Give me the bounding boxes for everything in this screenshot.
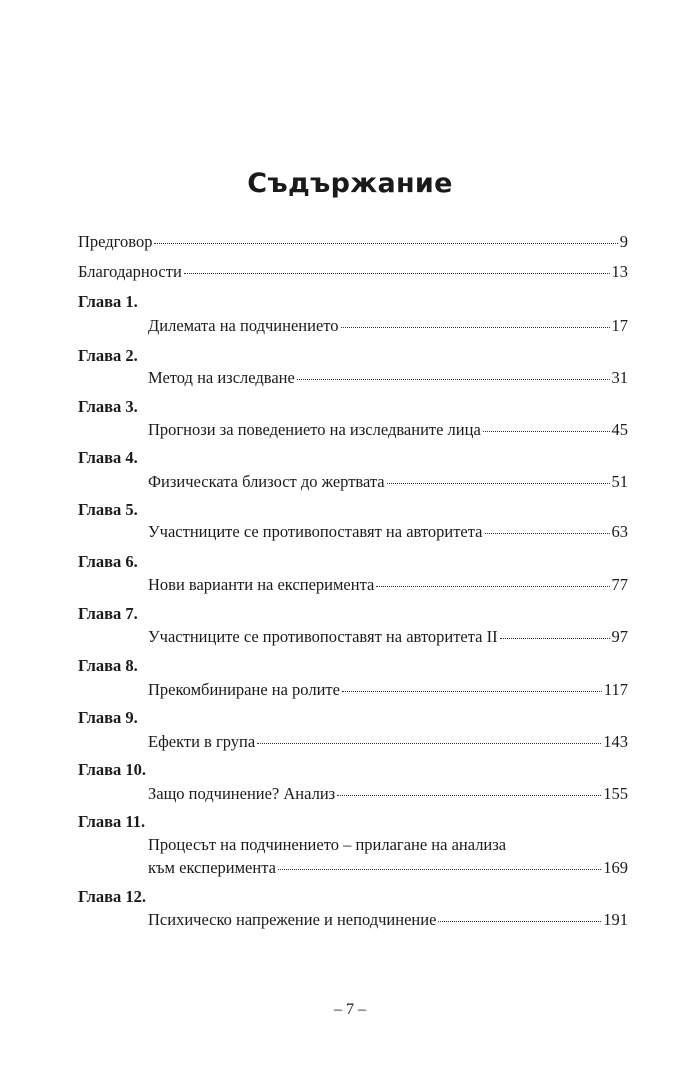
toc-entry-page: 77 xyxy=(611,575,628,594)
chapter-label: Глава 4. xyxy=(78,448,138,467)
toc-entry-acknowledgements[interactable] xyxy=(78,262,628,282)
toc-entry-title: Защо подчинение? Анализ xyxy=(148,784,336,803)
toc-entry-chapter-5[interactable] xyxy=(148,522,628,542)
toc-entry-title: Метод на изследване xyxy=(148,368,295,387)
toc-entry-page: 9 xyxy=(619,232,628,251)
toc-entry-title: Ефекти в група xyxy=(148,732,256,751)
dot-leader xyxy=(257,743,601,744)
toc-entry-page: 169 xyxy=(603,858,628,877)
dot-leader xyxy=(278,869,601,870)
page-title: Съдържание xyxy=(247,168,453,199)
toc-entry-chapter-6[interactable] xyxy=(148,575,628,595)
toc-entry-chapter-4[interactable] xyxy=(148,472,628,492)
toc-entry-chapter-12[interactable] xyxy=(148,910,628,930)
dot-leader xyxy=(341,327,610,328)
dot-leader xyxy=(500,638,610,639)
toc-entry-title: Физическата близост до жертвата xyxy=(148,472,385,491)
toc-entry-chapter-9[interactable] xyxy=(148,732,628,752)
toc-entry-page: 155 xyxy=(603,784,628,803)
toc-entry-chapter-10[interactable] xyxy=(148,784,628,804)
toc-entry-title: Участниците се противопоставят на авторитета xyxy=(148,522,483,541)
chapter-label: Глава 6. xyxy=(78,552,138,571)
toc-entry-chapter-2[interactable] xyxy=(148,368,628,388)
toc-entry-chapter-3[interactable] xyxy=(148,420,628,440)
toc-entry-page: 13 xyxy=(611,262,628,281)
dot-leader xyxy=(376,586,609,587)
chapter-label: Глава 1. xyxy=(78,292,138,311)
dot-leader xyxy=(485,533,610,534)
dot-leader xyxy=(483,431,610,432)
toc-entry-title: Нови варианти на експеримента xyxy=(148,575,375,594)
toc-entry-title: Участниците се противопоставят на авторитета II xyxy=(148,627,498,646)
toc-entry-page: 143 xyxy=(603,732,628,751)
dot-leader xyxy=(342,691,602,692)
dot-leader xyxy=(387,483,610,484)
toc-entry-page: 117 xyxy=(603,680,628,699)
toc-entry-title: към експеримента xyxy=(148,858,276,877)
chapter-label: Глава 11. xyxy=(78,812,146,831)
toc-entry-page: 63 xyxy=(611,522,628,541)
toc-entry-title: Дилемата на подчинението xyxy=(148,316,339,335)
toc-entry-title-line1: Процесът на подчинението – прилагане на анализа xyxy=(148,835,507,854)
dot-leader xyxy=(297,379,610,380)
toc-entry-preface[interactable] xyxy=(78,232,628,252)
dot-leader xyxy=(337,795,601,796)
dot-leader xyxy=(438,921,601,922)
page-number: – 7 – xyxy=(334,1001,366,1018)
chapter-label: Глава 8. xyxy=(78,656,138,675)
toc-entry-page: 97 xyxy=(611,627,628,646)
dot-leader xyxy=(184,273,610,274)
toc-entry-title: Предговор xyxy=(78,232,153,251)
toc-entry-chapter-1[interactable] xyxy=(148,316,628,336)
toc-entry-page: 51 xyxy=(611,472,628,491)
toc-entry-chapter-8[interactable] xyxy=(148,680,628,700)
toc-entry-title: Психическо напрежение и неподчинение xyxy=(148,910,437,929)
toc-entry-title: Благодарности xyxy=(78,262,182,281)
chapter-label: Глава 9. xyxy=(78,708,138,727)
toc-entry-chapter-11[interactable] xyxy=(148,858,628,878)
chapter-label: Глава 2. xyxy=(78,346,138,365)
toc-entry-title: Прекомбиниране на ролите xyxy=(148,680,340,699)
toc-entry-page: 31 xyxy=(611,368,628,387)
chapter-label: Глава 7. xyxy=(78,604,138,623)
toc-entry-title: Прогнози за поведението на изследваните лица xyxy=(148,420,481,439)
toc-entry-page: 17 xyxy=(611,316,628,335)
toc-entry-chapter-7[interactable] xyxy=(148,627,628,647)
chapter-label: Глава 3. xyxy=(78,397,138,416)
toc-entry-page: 191 xyxy=(603,910,628,929)
toc-entry-page: 45 xyxy=(611,420,628,439)
chapter-label: Глава 5. xyxy=(78,500,138,519)
chapter-label: Глава 10. xyxy=(78,760,147,779)
chapter-label: Глава 12. xyxy=(78,887,147,906)
dot-leader xyxy=(154,243,617,244)
